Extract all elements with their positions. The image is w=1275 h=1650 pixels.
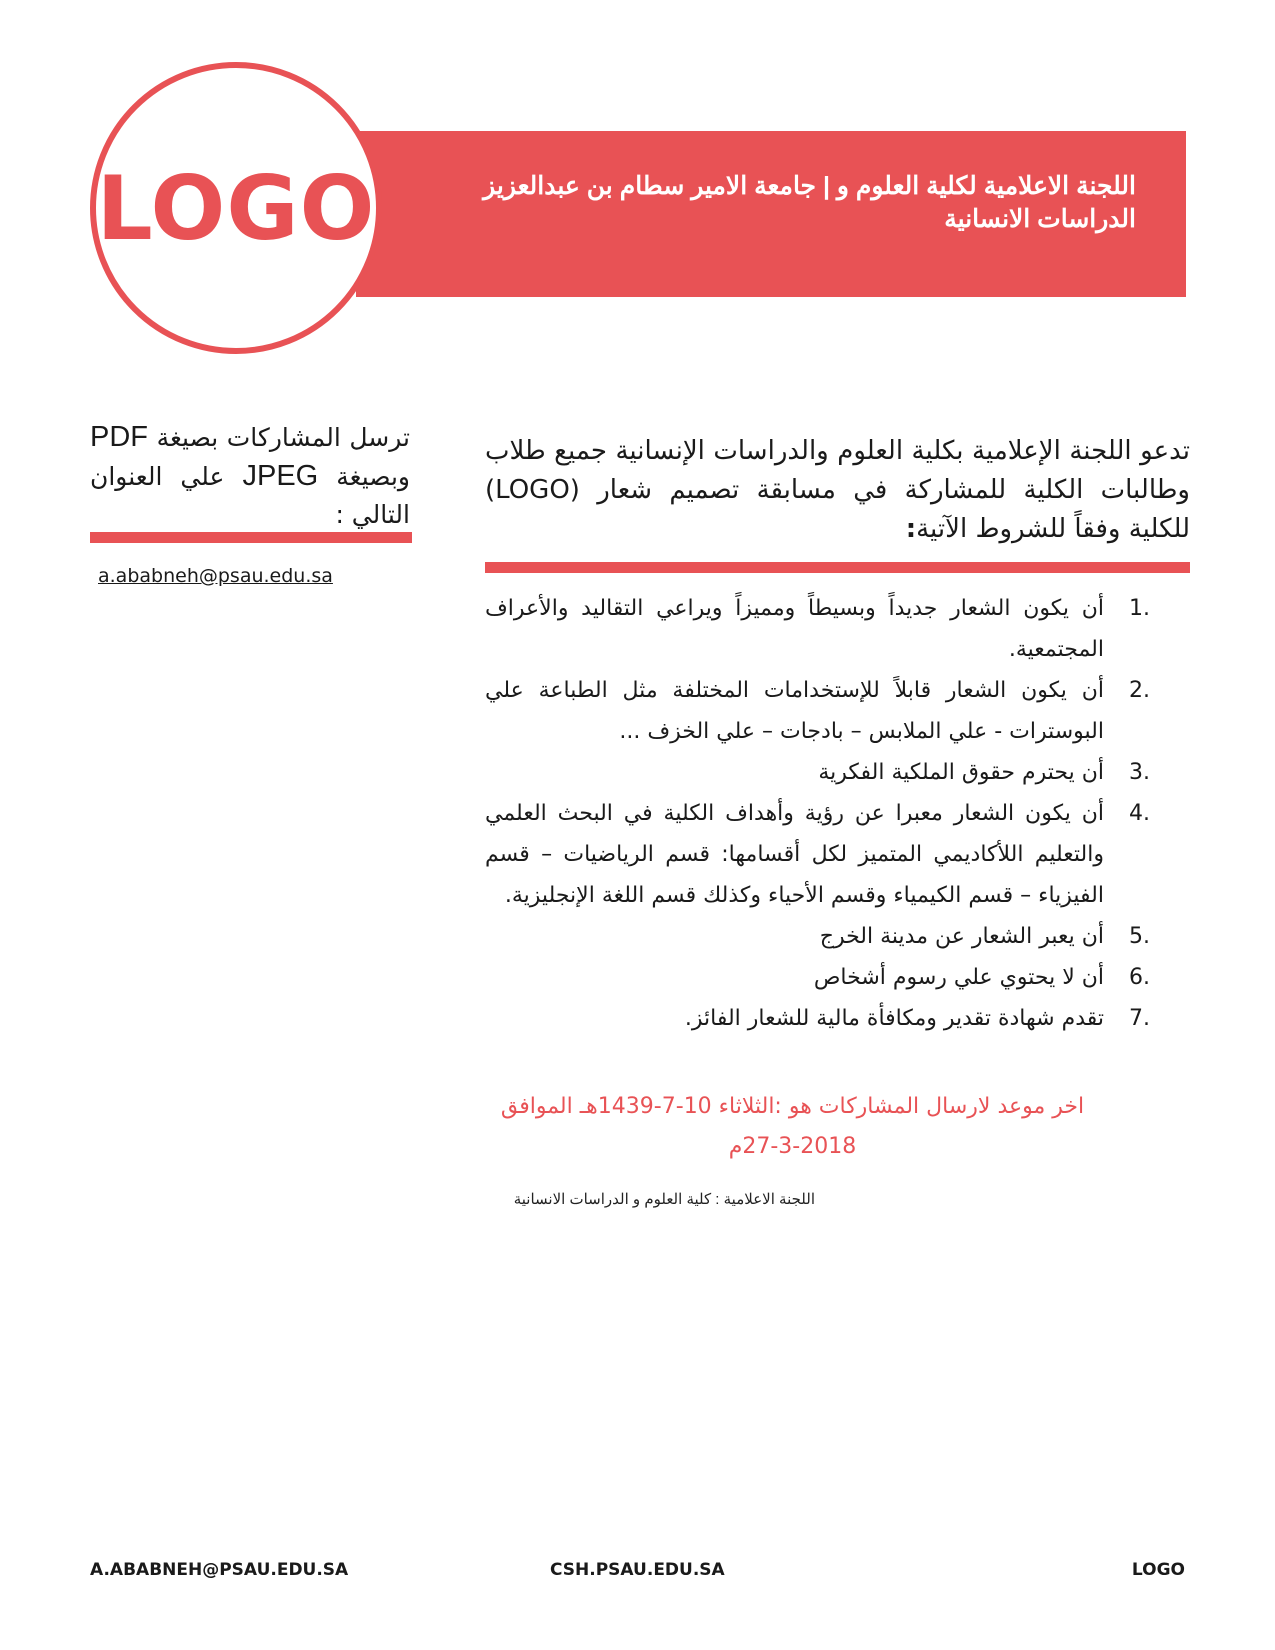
list-item-text: أن يكون الشعار قابلاً للإستخدامات المختلفة مثل الطباعة علي البوسترات - علي الملابس – بادجات – علي الخزف ... bbox=[485, 678, 1104, 744]
list-item-number: .3 bbox=[1129, 760, 1150, 785]
header-banner bbox=[356, 131, 1186, 297]
list-item bbox=[485, 793, 1150, 916]
format-pdf: PDF bbox=[90, 421, 148, 453]
deadline-line1: اخر موعد لارسال المشاركات هو :الثلاثاء 10-7-1439هـ الموافق bbox=[500, 1094, 1085, 1119]
footer-website: CSH.PSAU.EDU.SA bbox=[550, 1560, 725, 1580]
list-item-text: أن يحترم حقوق الملكية الفكرية bbox=[818, 760, 1104, 785]
footer-email: A.ABABNEH@PSAU.EDU.SA bbox=[90, 1560, 349, 1580]
list-item-text: أن يعبر الشعار عن مدينة الخرج bbox=[819, 924, 1104, 949]
format-jpeg: JPEG bbox=[242, 460, 319, 492]
list-item-number: .5 bbox=[1129, 924, 1150, 949]
deadline-line2: 27-3-2018م bbox=[728, 1134, 857, 1159]
list-item-text: أن يكون الشعار جديداً وبسيطاً ومميزاً ويراعي التقاليد والأعراف المجتمعية. bbox=[485, 596, 1104, 662]
deadline-notice bbox=[485, 1087, 1100, 1167]
banner-title-line1: اللجنة الاعلامية لكلية العلوم و | جامعة الامير سطام بن عبدالعزيز bbox=[483, 172, 1136, 200]
list-item-number: .4 bbox=[1129, 801, 1150, 826]
sidebar-divider bbox=[90, 532, 412, 543]
submission-instructions bbox=[90, 418, 410, 534]
intro-paragraph bbox=[485, 432, 1190, 549]
list-item-text: أن يكون الشعار معبرا عن رؤية وأهداف الكلية في البحث العلمي والتعليم اللأكاديمي المتميز لكل أقسامها: قسم الرياضيات – قسم الفيزياء – قسم الكيمياء وقسم الأحياء وكذلك قسم اللغة الإنجليزية. bbox=[485, 801, 1104, 908]
main-divider bbox=[485, 562, 1190, 573]
submission-text-part3: علي العنوان التالي : bbox=[90, 462, 410, 529]
list-item-text: أن لا يحتوي علي رسوم أشخاص bbox=[813, 965, 1104, 990]
list-item bbox=[485, 916, 1150, 957]
list-item-number: .2 bbox=[1129, 678, 1150, 703]
conditions-list bbox=[485, 588, 1150, 1039]
list-item bbox=[485, 752, 1150, 793]
list-item-number: .1 bbox=[1129, 596, 1150, 621]
list-item-number: .7 bbox=[1129, 1006, 1150, 1031]
intro-colon: : bbox=[905, 514, 917, 544]
list-item bbox=[485, 588, 1150, 670]
submission-text-part2: وبصيغة bbox=[336, 462, 410, 491]
submission-text-part1: ترسل المشاركات بصيغة bbox=[156, 423, 411, 452]
list-item-text: تقدم شهادة تقدير ومكافأة مالية للشعار الفائز. bbox=[684, 1006, 1104, 1031]
footer-logo: LOGO bbox=[1131, 1560, 1185, 1580]
banner-title-line2: الدراسات الانسانية bbox=[944, 205, 1136, 233]
logo-text: LOGO bbox=[96, 156, 376, 260]
submission-email-link[interactable]: a.ababneh@psau.edu.sa bbox=[98, 565, 333, 587]
list-item bbox=[485, 670, 1150, 752]
list-item bbox=[485, 998, 1150, 1039]
list-item-number: .6 bbox=[1129, 965, 1150, 990]
list-item bbox=[485, 957, 1150, 998]
intro-text: تدعو اللجنة الإعلامية بكلية العلوم والدراسات الإنسانية جميع طلاب وطالبات الكلية للمشاركة في مسابقة تصميم شعار (LOGO) للكلية وفقاً للشروط الآتية bbox=[485, 436, 1190, 544]
logo-circle bbox=[90, 62, 382, 354]
committee-signature: اللجنة الاعلامية : كلية العلوم و الدراسات الانسانية bbox=[513, 1191, 815, 1208]
